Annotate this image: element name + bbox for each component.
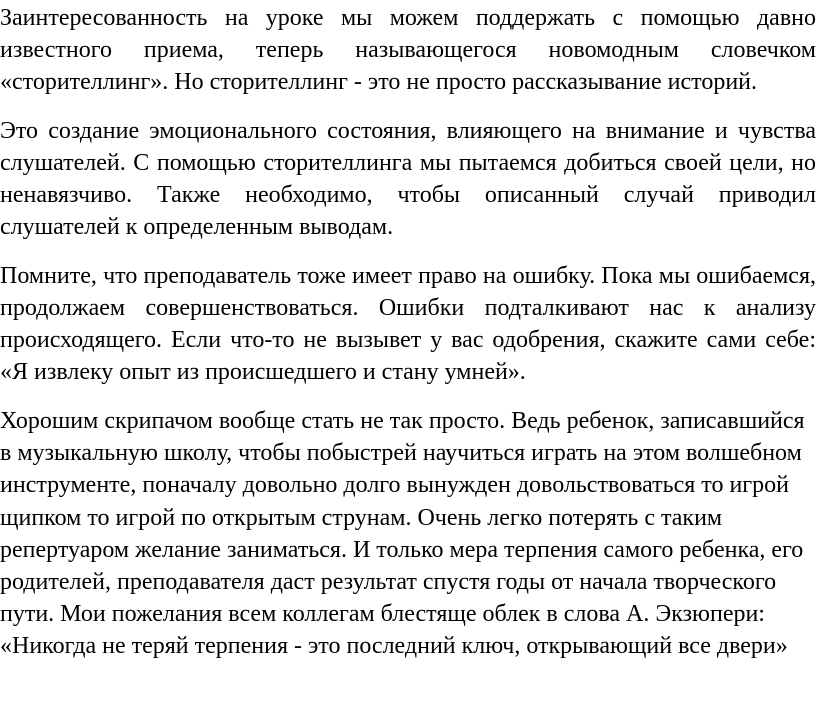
- paragraph-violinist-patience: Хорошим скрипачом вообще стать не так просто. Ведь ребенок, записавшийся в музыкальную школу, чтобы побыстрей научиться играть на этом волшебном инструменте, поначалу довольно долго вынужден довольствоваться то игрой щипком то игрой по открытым струнам. Очень легко потерять с таким репертуаром желание заниматься. И только мера терпения самого ребенка, его родителей, преподавателя даст результат спустя годы от начала творческого пути. Мои пожелания всем коллегам блестяще облек в слова А. Экзюпери: «Никогда не теряй терпения - это последний ключ, открывающий все двери»: [0, 408, 805, 660]
- paragraph-emotional-state: Это создание эмоционального состояния, влияющего на внимание и чувства слушателей. С помощью сторителлинга мы пытаемся добиться своей цели, но ненавязчиво. Также необходимо, чтобы описанный случай приводил слушателей к определенным выводам.: [0, 118, 816, 240]
- paragraph-storytelling-intro: Заинтересованность на уроке мы можем поддержать с помощью давно известного приема, теперь называющегося новомодным словечком «сторителлинг». Но сторителлинг - это не просто рассказывание историй.: [0, 5, 816, 95]
- paragraph-teacher-mistakes: Помните, что преподаватель тоже имеет право на ошибку. Пока мы ошибаемся, продолжаем совершенствоваться. Ошибки подталкивают нас к анализу происходящего. Если что-то не вызывет у вас одобрения, скажите сами себе: «Я извлеку опыт из происшедшего и стану умней».: [0, 263, 816, 385]
